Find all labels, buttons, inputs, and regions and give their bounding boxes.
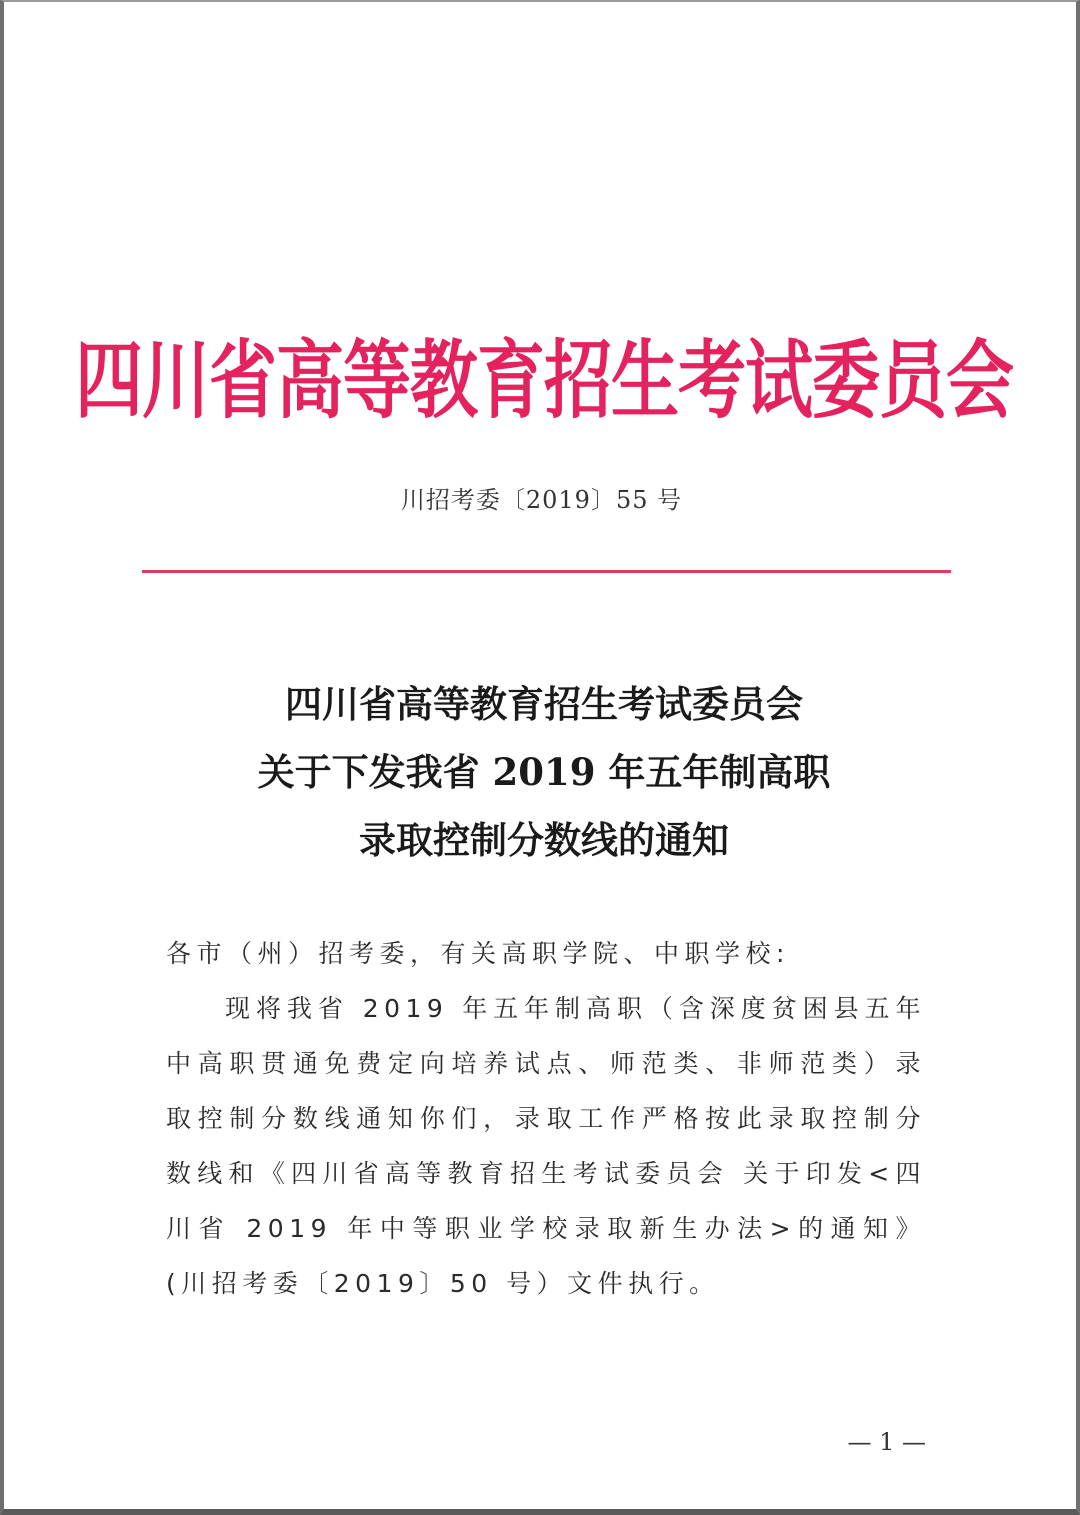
- notice-title: [4, 670, 1080, 874]
- red-divider-rule: [142, 570, 951, 573]
- notice-body: [166, 926, 926, 1311]
- notice-title-line-3: 录取控制分数线的通知: [359, 818, 729, 862]
- letterhead-title: 四川省高等教育招生考试委员会: [74, 332, 1013, 432]
- notice-title-line-1: 四川省高等教育招生考试委员会: [285, 682, 803, 726]
- page-number: — 1 —: [847, 1428, 926, 1456]
- body-paragraph: 现将我省 2019 年五年制高职（含深度贫困县五年中高职贯通免费定向培养试点、师范类、非师范类）录取控制分数线通知你们，录取工作严格按此录取控制分数线和《四川省高等教育招生考试委员会 关于印发<四川省 2019 年中等职业学校录取新生办法>的通知》(川招考委〔2019〕50 号）文件执行。: [166, 994, 926, 1298]
- notice-title-line-2: 关于下发我省 2019 年五年制高职: [257, 750, 831, 794]
- document-number: 川招考委〔2019〕55 号: [400, 486, 683, 514]
- salutation: 各市（州）招考委，有关高职学院、中职学校:: [166, 939, 790, 968]
